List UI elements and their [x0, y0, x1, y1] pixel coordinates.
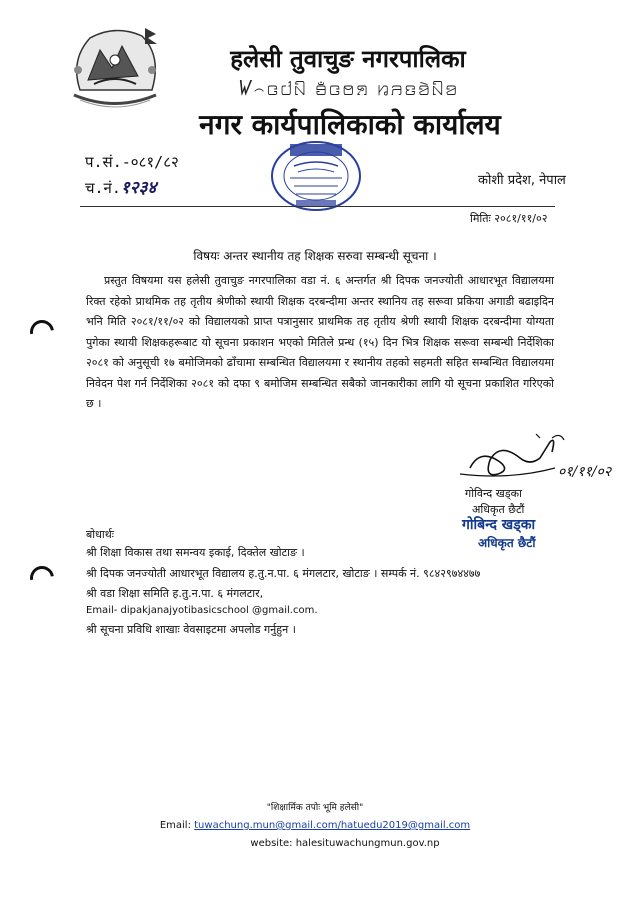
- punch-hole: [25, 561, 58, 594]
- office-name: नगर कार्यपालिकाको कार्यालय: [199, 108, 501, 141]
- cc-school-email: Email- dipakjanajyotibasicschool @gmail.com.: [86, 605, 318, 616]
- footer-website: [0, 838, 630, 849]
- cc-label: बोधार्थः: [86, 528, 114, 541]
- dispatch-number-label: च.नं.: [85, 179, 121, 197]
- date: [470, 211, 547, 226]
- footer-email: [0, 820, 630, 831]
- office-seal-icon: [268, 138, 364, 214]
- notice-body: प्रस्तुत विषयमा यस हलेसी तुवाचुङ नगरपालिका वडा नं. ६ अन्तर्गत श्री दिपक जनज्योती आधारभूत विद्यालयमा रिक्त रहेको प्राथमिक तह तृतीय श्रेणीको स्थायी शिक्षक दरबन्दीमा अन्तर स्थानिय तह सरूवा प्रकिया अगाडी बढाइदिन भनि मिति २०८१/११/०२ को विद्यालयको प्राप्त पत्रानुसार प्राथमिक तह तृतीय श्रेणी स्थायी शिक्षक दरबन्दीमा योग्यता पुगेका स्थायी शिक्षकहरूबाट यो सूचना प्रकाशन भएको मितिले प्रन्ध (१५) दिन भित्र शिक्षक सरूवा सम्बन्धी निर्देशिका २०८१ को अनुसूची १७ बमोजिमको ढाँचामा सम्बन्धित विद्यालयमा र स्थानीय तहको सहमती सहित सम्बन्धित विद्यालयमा निवेदन पेश गर्न निर्देशिका २०८१ को दफा ९ बमोजिम सम्बन्धित सबैको जानकारीका लागि यो सूचना प्रकाशित गरिएको छ ।: [86, 274, 554, 410]
- letter-number-value: -०८१/८२: [121, 153, 179, 171]
- footer-email-label: Email:: [159, 820, 191, 831]
- footer-website-label: website:: [250, 838, 293, 849]
- dispatch-number: [85, 175, 156, 198]
- cc-recipient: श्री दिपक जनज्योती आधारभूत विद्यालय ह.तु.न.पा. ६ मंगलटार, खोटाङ । सम्पर्क नं. ९८४२९७४४७७: [86, 567, 481, 580]
- subject: विषयः अन्तर स्थानीय तह शिक्षक सरुवा सम्बन्धी सूचना ।: [193, 249, 437, 263]
- header-divider: [80, 206, 555, 207]
- municipality-name: हलेसी तुवाचुङ नगरपालिका: [230, 44, 466, 73]
- footer-email-link[interactable]: tuwachung.mun@gmail.com/hatuedu2019@gmail.com: [194, 820, 471, 831]
- stamp-signatory-name: गोबिन्द खड्का: [462, 517, 536, 533]
- stamp-signatory-title: अधिकृत छैटौं: [478, 536, 536, 550]
- cc-recipient: श्री वडा शिक्षा समिति ह.तु.न.पा. ६ मंगलटार,: [86, 587, 264, 600]
- signatory-name: गोविन्द खड्का: [465, 487, 522, 500]
- nepal-emblem-icon: [60, 20, 170, 115]
- footer-slogan: "शिक्षार्मिक तपोः भूमि हलेसी": [266, 803, 364, 813]
- punch-hole: [25, 315, 58, 348]
- province: कोशी प्रदेश, नेपाल: [478, 173, 566, 188]
- date-value: २०८१/११/०२: [494, 212, 548, 225]
- letter-number-label: प.सं.: [85, 153, 122, 171]
- signatory-title: अधिकृत छैटौं: [472, 503, 525, 516]
- municipality-name-native-script: ꤿ꤮ꤍꤓꤡ ꤋꤪꤍꤥꤎ ꤙꤏꤢꤤꤧꤡꤤ: [237, 76, 459, 100]
- signature-date: ०१/११/०२: [558, 464, 612, 480]
- cc-recipient: श्री सूचना प्रविधि शाखाः वेवसाइटमा अपलोड गर्नुहुन ।: [86, 623, 296, 636]
- date-label: मितिः: [470, 212, 491, 225]
- cc-recipient: श्री शिक्षा विकास तथा समन्वय इकाई, दिक्तेल खोटाङ ।: [86, 546, 305, 559]
- dispatch-number-value: १२३४: [120, 178, 157, 198]
- letter-number: [85, 152, 179, 172]
- signature-icon: [440, 428, 615, 486]
- footer-website-link[interactable]: halesituwachungmun.gov.np: [295, 838, 440, 849]
